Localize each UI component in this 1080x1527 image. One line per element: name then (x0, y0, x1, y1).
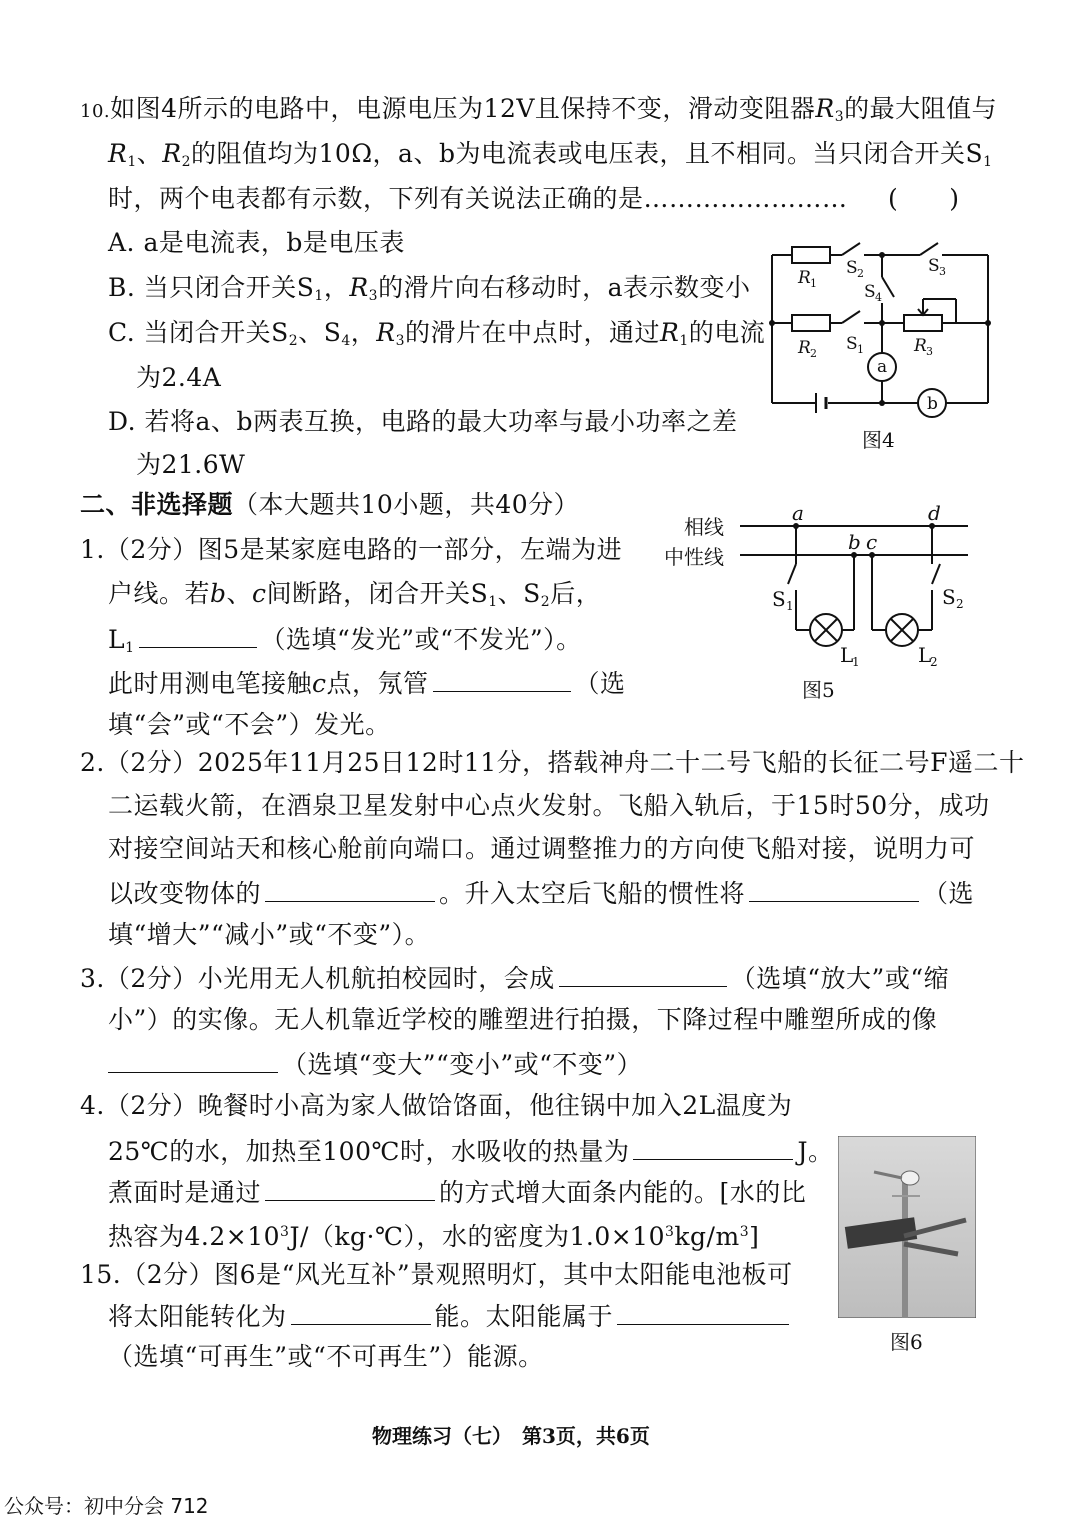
q13-line2: 小”）的实像。无人机靠近学校的雕塑进行拍摄，下降过程中雕塑所成的像 (108, 1005, 938, 1034)
q10-line2: $R_1$、$R_2$的阻值均为10Ω，a、b为电流表或电压表，且不相同。当只闭合开关$S_1$ (108, 139, 993, 170)
q15-line1: 15.（2分）图6是“风光互补”景观照明灯，其中太阳能电池板可 (80, 1260, 793, 1289)
svg-text:L: L (840, 643, 854, 667)
q15-blank-2[interactable] (617, 1298, 789, 1325)
q15-blank-1[interactable] (291, 1298, 431, 1325)
svg-text:4: 4 (875, 291, 882, 304)
svg-text:R: R (798, 268, 811, 288)
q14-line3: 煮面时是通过 的方式增大面条内能的。[水的比 (108, 1174, 806, 1210)
q10-option-d: D. 若将a、b两表互换，电路的最大功率与最小功率之差 (108, 407, 738, 436)
q12-blank-2[interactable] (749, 875, 919, 902)
svg-text:a: a (792, 502, 804, 525)
watermark: 公众号：初中分会 712 (4, 1494, 209, 1518)
q12-line1: 2.（2分）2025年11月25日12时11分，搭载神舟二十二号飞船的长征二号F遥二十 (80, 748, 1025, 777)
q14-line2: 25℃的水，加热至100℃时，水吸收的热量为 J。 (108, 1133, 834, 1169)
q15-number: 15. (80, 1260, 122, 1289)
q12-blank-1[interactable] (265, 875, 435, 902)
q14-blank-1[interactable] (633, 1133, 793, 1160)
svg-text:S: S (846, 258, 858, 278)
svg-text:c: c (866, 530, 878, 554)
figure-5-caption: 图5 (802, 678, 835, 702)
svg-text:S: S (846, 334, 858, 354)
q11-line2: 户线。若b、c间断路，闭合开关$S_1$、$S_2$后， (108, 579, 602, 610)
q10-option-d-cont: 为21.6W (136, 450, 246, 479)
q10-answer-paren: ( ) (888, 184, 960, 213)
q13-line1: 3.（2分）小光用无人机航拍校园时，会成 （选填“放大”或“缩 (80, 960, 949, 996)
q11-blank-1[interactable] (139, 621, 257, 648)
svg-text:a: a (877, 357, 888, 377)
svg-text:相线: 相线 (684, 515, 724, 539)
q14-blank-2[interactable] (265, 1174, 435, 1201)
q15-line3: （选填“可再生”或“不可再生”）能源。 (108, 1342, 544, 1371)
q11-line4: 此时用测电笔接触c点，氖管 （选 (108, 665, 626, 701)
figure-4-caption: 图4 (862, 428, 895, 452)
q10-line3: 时，两个电表都有示数，下列有关说法正确的是…………………… (108, 184, 848, 213)
q12-line3: 对接空间站天和核心舱前向端口。通过调整推力的方向使飞船对接，说明力可 (108, 834, 976, 863)
svg-text:b: b (927, 394, 938, 414)
q14-line1: 4.（2分）晚餐时小高为家人做饸饹面，他往锅中加入2L温度为 (80, 1091, 793, 1120)
q10-option-c-cont: 为2.4A (136, 363, 222, 392)
q10-option-c: C. 当闭合开关$S_2$、$S_4$，$R_3$的滑片在中点时，通过$R_1$的电流 (108, 318, 766, 349)
q10-option-b: B. 当只闭合开关$S_1$，$R_3$的滑片向右移动时，a表示数变小 (108, 273, 751, 304)
svg-text:2: 2 (930, 655, 938, 669)
svg-text:1: 1 (852, 655, 860, 669)
page-footer: 物理练习（七） 第3页，共6页 (372, 1424, 650, 1448)
section-2-heading: 二、非选择题（本大题共10小题，共40分） (80, 490, 580, 519)
svg-text:d: d (928, 502, 941, 525)
q14-line4: 热容为$4.2\times 10^3J/(kg\cdot℃)$，水的密度为$1.0\times 10^3kg/m^3$] (108, 1222, 760, 1251)
svg-text:R: R (914, 336, 927, 356)
q13-line3: （选填“变大”“变小”或“不变”） (108, 1046, 642, 1082)
q11-number: 1. (80, 535, 105, 564)
figure-6-photo (838, 1136, 976, 1318)
q10-option-a: A. a是电流表，b是电压表 (108, 228, 405, 257)
q12-line2: 二运载火箭，在酒泉卫星发射中心点火发射。飞船入轨后，于15时50分，成功 (108, 791, 990, 820)
svg-text:3: 3 (939, 265, 946, 278)
svg-text:R: R (798, 338, 811, 358)
q11-line1: 1.（2分）图5是某家庭电路的一部分，左端为进 (80, 535, 623, 564)
figure-4-circuit (760, 225, 1005, 455)
svg-text:1: 1 (857, 343, 864, 356)
svg-text:S: S (928, 256, 940, 276)
q13-blank-2[interactable] (108, 1046, 278, 1073)
svg-text:2: 2 (857, 267, 864, 280)
figure-6-caption: 图6 (890, 1330, 923, 1354)
svg-text:b: b (848, 530, 861, 554)
svg-text:3: 3 (926, 345, 933, 358)
svg-text:中性线: 中性线 (664, 545, 724, 569)
q13-blank-1[interactable] (559, 960, 727, 987)
q12-line5: 填“增大”“减小”或“不变”）。 (108, 920, 431, 949)
q10-line1: 10.如图4所示的电路中，电源电压为12V且保持不变，滑动变阻器$R_3$的最大阻值与 (80, 94, 998, 125)
svg-text:S: S (864, 282, 876, 302)
svg-text:S: S (942, 585, 956, 609)
q15-line2: 将太阳能转化为 能。太阳能属于 (108, 1298, 793, 1334)
figure-5-circuit (660, 502, 975, 672)
svg-text:2: 2 (956, 597, 964, 611)
q14-number: 4. (80, 1091, 105, 1120)
svg-text:2: 2 (810, 347, 817, 360)
q13-number: 3. (80, 964, 105, 993)
q11-line5: 填“会”或“不会”）发光。 (108, 710, 391, 739)
svg-text:S: S (772, 587, 786, 611)
q12-number: 2. (80, 748, 105, 777)
svg-text:1: 1 (810, 277, 817, 290)
svg-text:1: 1 (786, 599, 794, 613)
q10-number: 10. (80, 101, 111, 122)
q11-blank-2[interactable] (433, 665, 571, 692)
q11-line3: $L_1$ （选填“发光”或“不发光”）。 (108, 621, 582, 665)
svg-text:L: L (918, 643, 932, 667)
q12-line4: 以改变物体的 。升入太空后飞船的惯性将 （选 (108, 875, 974, 911)
